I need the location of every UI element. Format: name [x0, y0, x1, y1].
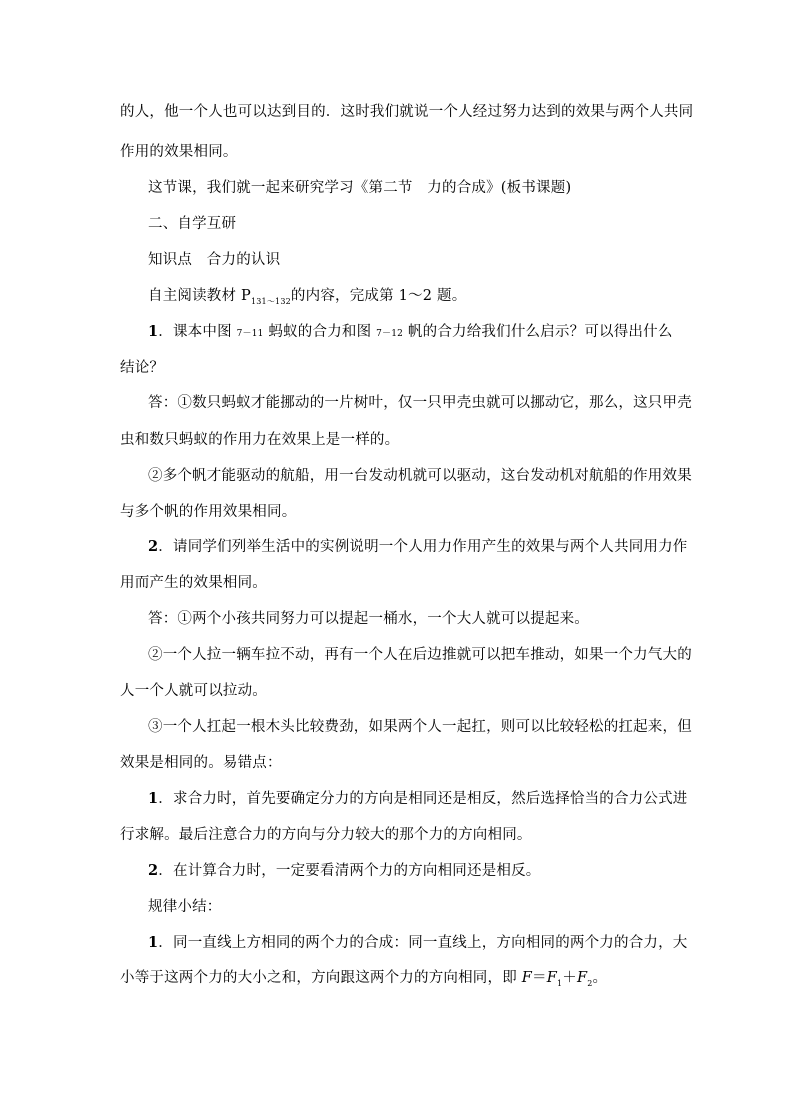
text: 帆的合力给我们什么启示？可以得出什么 [403, 324, 673, 340]
paragraph-line [148, 178, 571, 198]
paragraph-line [120, 573, 267, 593]
answer-line [148, 645, 692, 665]
text: ．同一直线上方相同的两个力的合成：同一直线上，方向相同的两个力的合力，大 [158, 935, 688, 951]
paragraph-line [120, 753, 282, 773]
text: 这节课，我们就一起来研究学习《第二节 力的合成》(板书课题) [148, 180, 572, 196]
rule-line [148, 933, 688, 953]
pitfall-line [148, 861, 541, 881]
paragraph-line [120, 430, 399, 450]
text: 结论？ [120, 360, 165, 376]
paragraph-line [120, 502, 296, 522]
formula-symbol: F [546, 970, 557, 986]
formula-equals: ＝ [531, 970, 547, 986]
page-range-subscript: 131～132 [250, 296, 291, 306]
formula-subscript: 2 [587, 978, 593, 988]
item-number: 1 [148, 934, 159, 951]
text: ．求合力时，首先要确定分力的方向是相同还是相反，然后选择恰当的合力公式进 [158, 791, 688, 807]
text: 知识点 合力的认识 [148, 252, 281, 268]
paragraph-line [148, 286, 466, 312]
figure-ref: 7－11 [236, 329, 264, 339]
paragraph-line [120, 681, 267, 701]
answer-line [148, 393, 692, 413]
text: ．课本中图 [158, 324, 237, 340]
text: 的内容，完成第 1～2 题。 [290, 288, 467, 304]
knowledge-point-heading [148, 250, 280, 270]
text: 二、自学互研 [148, 216, 237, 232]
pitfall-line [148, 789, 688, 809]
question-number: 2 [148, 538, 159, 555]
text: 作用的效果相同。 [120, 144, 238, 160]
formula-plus: ＋ [562, 970, 577, 986]
text: 小等于这两个力的大小之和，方向跟这两个力的方向相同，即 [120, 970, 522, 986]
answer-line [148, 717, 692, 737]
text: 用而产生的效果相同。 [120, 575, 267, 591]
text: 效果是相同的。易错点： [120, 755, 282, 771]
paragraph-line [120, 102, 693, 122]
text: ②一个人拉一辆车拉不动，再有一个人在后边推就可以把车推动，如果一个力气大的 [148, 647, 692, 663]
paragraph-line [120, 358, 164, 378]
text: 人一个人就可以拉动。 [120, 683, 267, 699]
formula-symbol: F [521, 970, 532, 986]
text: 虫和数只蚂蚁的作用力在效果上是一样的。 [120, 432, 400, 448]
text: ．请同学们列举生活中的实例说明一个人用力作用产生的效果与两个人共同用力作 [158, 539, 688, 555]
question-line [148, 537, 688, 557]
item-number: 2 [148, 862, 159, 879]
answer-line [148, 466, 692, 486]
text: 答：①数只蚂蚁才能挪动的一片树叶，仅一只甲壳虫就可以挪动它，那么，这只甲壳 [148, 395, 692, 411]
text: 蚂蚁的合力和图 [263, 324, 377, 340]
text: 。 [592, 970, 608, 986]
figure-ref: 7－12 [376, 329, 404, 339]
text: 行求解。最后注意合力的方向与分力较大的那个力的方向相同。 [120, 827, 532, 843]
text: 规律小结： [148, 899, 222, 915]
paragraph-line [120, 142, 238, 162]
text: 的人，他一个人也可以达到目的．这时我们就说一个人经过努力达到的效果与两个人共同 [120, 104, 694, 120]
item-number: 1 [148, 790, 159, 807]
formula-subscript: 1 [556, 978, 563, 988]
answer-line [148, 609, 589, 629]
text: 与多个帆的作用效果相同。 [120, 504, 297, 520]
text: ③一个人扛起一根木头比较费劲，如果两个人一起扛，则可以比较轻松的扛起来，但 [148, 719, 692, 735]
summary-heading [148, 897, 222, 917]
section-heading [148, 214, 236, 234]
formula-line [120, 968, 607, 994]
text: 答：①两个小孩共同努力可以提起一桶水，一个大人就可以提起来。 [148, 611, 589, 627]
paragraph-line [120, 825, 532, 845]
text: 自主阅读教材 P [148, 288, 251, 304]
question-line [148, 322, 673, 344]
question-number: 1 [148, 323, 159, 340]
formula-symbol: F [576, 970, 588, 986]
text: ②多个帆才能驱动的航船，用一台发动机就可以驱动，这台发动机对航船的作用效果 [148, 468, 692, 484]
text: ．在计算合力时，一定要看清两个力的方向相同还是相反。 [158, 863, 541, 879]
